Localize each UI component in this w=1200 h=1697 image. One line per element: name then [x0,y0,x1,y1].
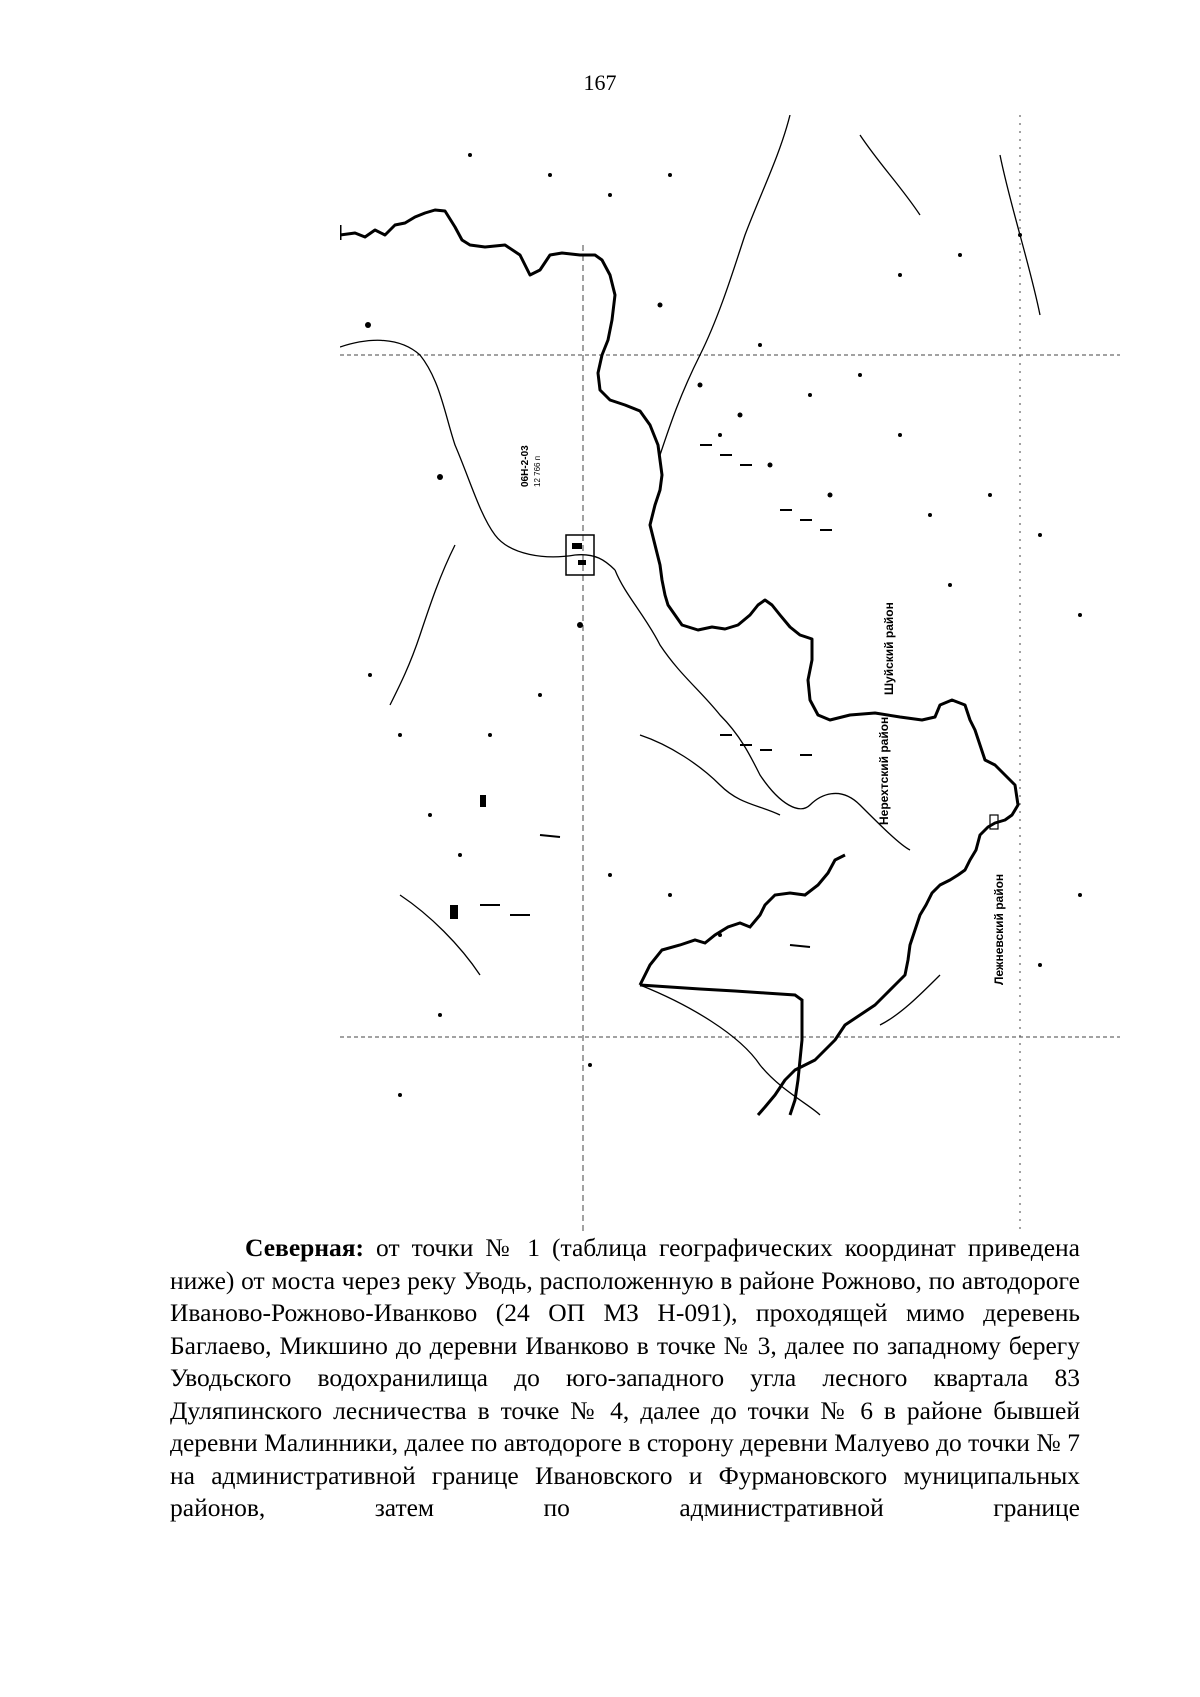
district-label-lezhnevsky: Лежневский район [992,873,1006,985]
map-grid [340,115,1120,1235]
map-rivers [340,115,1040,1115]
inner-boundary [640,985,802,1115]
district-boundary [340,210,1018,1115]
district-label-shuisky: Шуйский район [882,602,896,695]
southeast-boundary [640,855,845,985]
district-label-nerekhtsky: Нерехтский район [877,716,891,825]
road-label: 06Н-2-03 [520,445,531,487]
description-lead: Северная: [245,1233,365,1262]
boundary-map [340,115,1120,1245]
description-paragraph [170,1232,1080,1525]
description-body: от точки № 1 (таблица географических координат приведена ниже) от моста через реку Уводь, расположенную в районе Рожново, по автодороге Иваново-Рожново-Иванково (24 ОП МЗ Н-091), проходящей мимо деревень Баглаево, Микшино до деревни Иванково в точке № 3, далее по западному берегу Уводьского водохранилища до юго-западного угла лесного квартала 83 Дуляпинского лесничества в точке № 4, далее до точки № 6 в районе бывшей деревни Малинники, далее по автодороге в сторону деревни Малуево до точки № 7 на административной границе Ивановского и Фурмановского муниципальных районов, затем по административной границе [170,1233,1080,1522]
page-number: 167 [583,70,617,95]
boundary-description [170,1232,1080,1525]
road-length-label: 12 766 п [533,455,542,487]
map-symbols [365,153,1082,1097]
map-hatching [480,445,832,947]
